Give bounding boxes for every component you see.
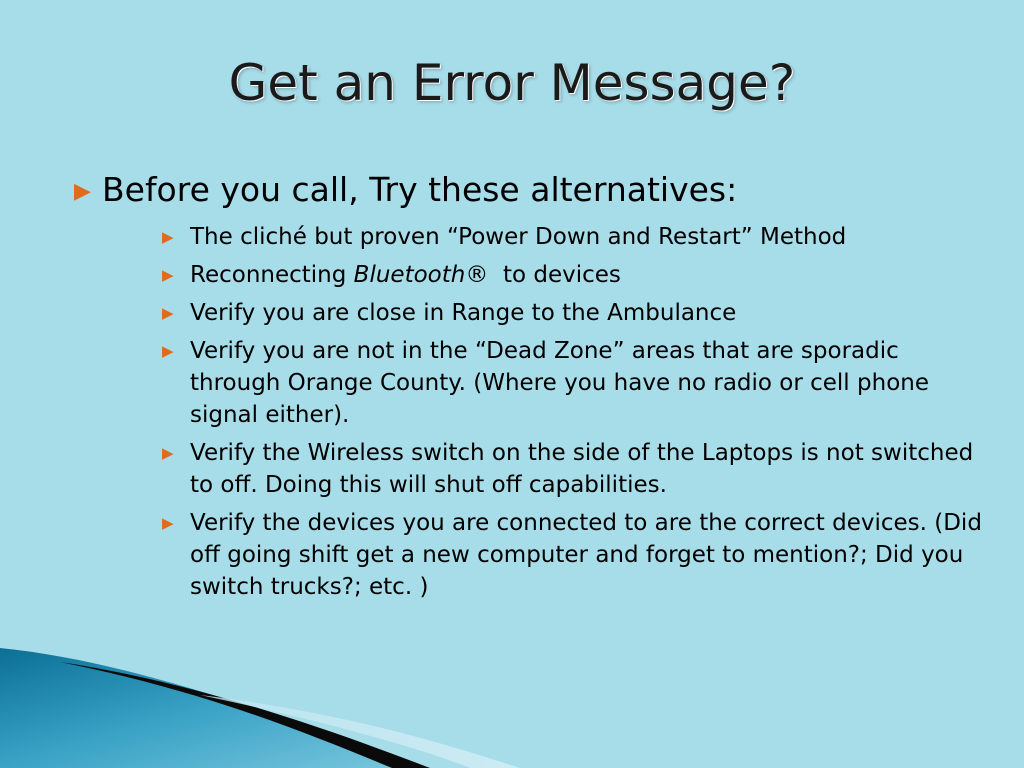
list-item-text: Verify the Wireless switch on the side of the Laptops is not switched to off. Doing this will shut off capabilities. [190, 440, 974, 498]
orange-triangle-bullet-icon: ▶ [162, 514, 174, 532]
list-item-text [190, 259, 982, 291]
list-item-text: Verify the devices you are connected to are the correct devices. (Did off going shift get a new computer and forget to mention?; Did you switch trucks?; etc. ) [190, 510, 982, 600]
sub-bullet-list [162, 221, 982, 609]
main-bullet-text: Before you call, Try these alternatives: [102, 170, 738, 209]
list-item [162, 437, 982, 501]
list-item [162, 297, 982, 329]
slide-title: Get an Error Message? [228, 54, 796, 112]
orange-triangle-bullet-icon: ▶ [162, 444, 174, 462]
list-item [162, 221, 982, 253]
list-item [162, 259, 982, 291]
list-item-text: Verify you are not in the “Dead Zone” areas that are sporadic through Orange County. (Where you have no radio or cell phone signal either). [190, 338, 929, 428]
list-item-text: The cliché but proven “Power Down and Restart” Method [190, 224, 847, 250]
orange-triangle-bullet-icon: ▶ [162, 228, 174, 246]
list-item [162, 335, 982, 431]
list-item-text-pre: Reconnecting [190, 262, 354, 288]
list-item-text: Verify you are close in Range to the Ambulance [190, 300, 737, 326]
orange-triangle-bullet-icon: ▶ [74, 179, 91, 204]
orange-triangle-bullet-icon: ▶ [162, 342, 174, 360]
orange-triangle-bullet-icon: ▶ [162, 266, 174, 284]
bluetooth-italic-text: Bluetooth® [353, 262, 489, 288]
orange-triangle-bullet-icon: ▶ [162, 304, 174, 322]
list-item-text-post: to devices [488, 262, 621, 288]
list-item [162, 507, 982, 603]
main-bullet [74, 170, 737, 215]
